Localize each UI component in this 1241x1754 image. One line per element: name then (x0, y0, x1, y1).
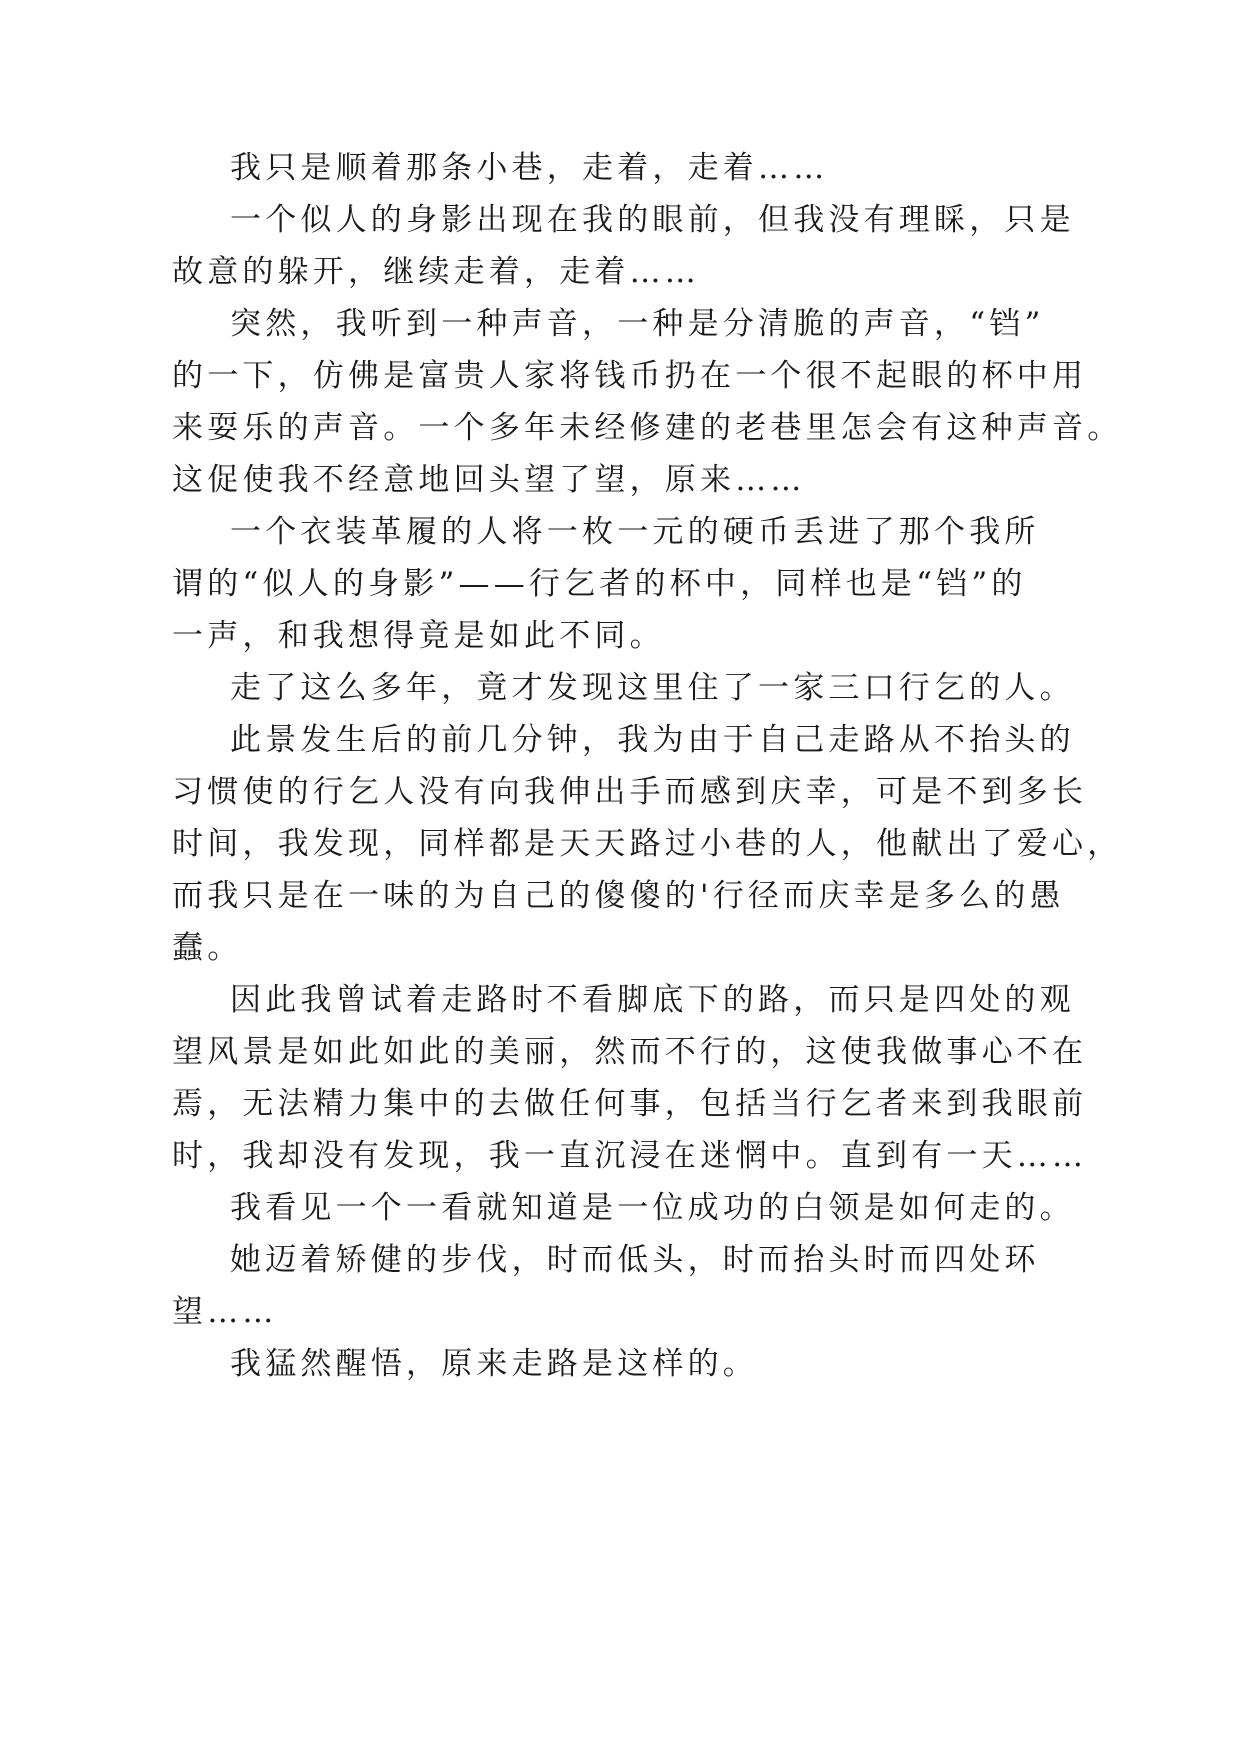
text-line: 蠢。 (172, 930, 243, 966)
text-line: 这促使我不经意地回头望了望，原来…… (172, 462, 806, 498)
text-line: 故意的躲开，继续走着，走着…… (172, 254, 700, 290)
text-line: 此景发生后的前几分钟，我为由于自己走路从不抬头的 (230, 722, 1075, 758)
text-line: 突然，我听到一种声音，一种是分清脆的声音，“铛” (230, 306, 1045, 342)
text-line: 走了这么多年，竟才发现这里住了一家三口行乞的人。 (230, 670, 1075, 706)
text-line: 焉，无法精力集中的去做任何事，包括当行乞者来到我眼前 (172, 1086, 1088, 1122)
text-line: 来耍乐的声音。一个多年未经修建的老巷里怎会有这种声音。 (172, 410, 1123, 446)
text-line: 一声，和我想得竟是如此不同。 (172, 618, 665, 654)
text-line: 的一下，仿佛是富贵人家将钱币扔在一个很不起眼的杯中用 (172, 358, 1088, 394)
text-line: 我只是顺着那条小巷，走着，走着…… (230, 150, 829, 186)
text-line: 谓的“似人的身影”——行乞者的杯中，同样也是“铛”的 (172, 566, 1027, 602)
text-line: 我看见一个一看就知道是一位成功的白领是如何走的。 (230, 1190, 1075, 1226)
text-line: 时，我却没有发现，我一直沉浸在迷惘中。直到有一天…… (172, 1138, 1088, 1174)
text-line: 一个似人的身影出现在我的眼前，但我没有理睬，只是 (230, 202, 1075, 238)
text-line: 望风景是如此如此的美丽，然而不行的，这使我做事心不在 (172, 1034, 1088, 1070)
text-line: 因此我曾试着走路时不看脚底下的路，而只是四处的观 (230, 982, 1075, 1018)
text-line: 她迈着矫健的步伐，时而低头，时而抬头时而四处环 (230, 1242, 1040, 1278)
text-line: 习惯使的行乞人没有向我伸出手而感到庆幸，可是不到多长 (172, 774, 1088, 810)
text-line: 望…… (172, 1294, 278, 1330)
text-line: 一个衣装革履的人将一枚一元的硬币丢进了那个我所 (230, 514, 1040, 550)
text-line: 我猛然醒悟，原来走路是这样的。 (230, 1346, 758, 1382)
text-line: 时间，我发现，同样都是天天路过小巷的人，他献出了爱心， (172, 826, 1123, 862)
text-line: 而我只是在一味的为自己的傻傻的'行径而庆幸是多么的愚 (172, 878, 1065, 914)
